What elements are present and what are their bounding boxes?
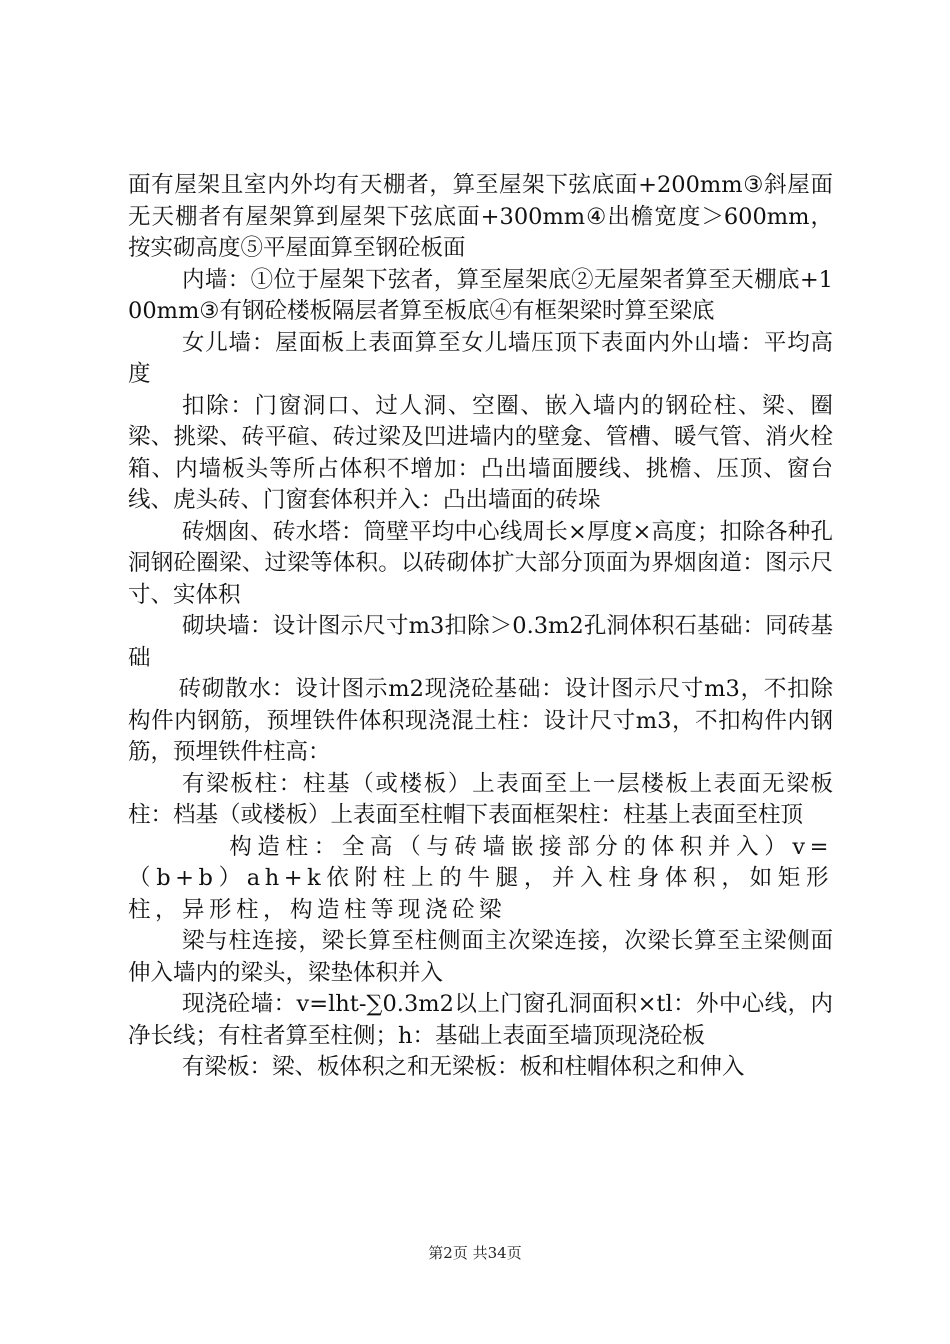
paragraph-beam: 梁与柱连接，梁长算至柱侧面主次梁连接，次梁长算至主梁侧面伸入墙内的梁头，梁垫体积并入 (128, 928, 833, 986)
paragraph-roof-height: 面有屋架且室内外均有天棚者，算至屋架下弦底面+200mm③斜屋面无天棚者有屋架算到屋架下弦底面+300mm④出檐宽度＞600mm，按实砌高度⑤平屋面算至钢砼板面 (128, 172, 833, 261)
paragraph-slab: 有梁板：梁、板体积之和无梁板：板和柱帽体积之和伸入 (182, 1054, 745, 1080)
paragraph-deductions: 扣除：门窗洞口、过人洞、空圈、嵌入墙内的钢砼柱、梁、圈梁、挑梁、砖平碹、砖过梁及凹进墙内的壁龛、管槽、暖气管、消火栓箱、内墙板头等所占体积不增加：凸出墙面腰线、挑檐、压顶、窗台线、虎头砖、门窗套体积并入：凸出墙面的砖垛 (128, 392, 833, 513)
paragraph-chimney: 砖烟囱、砖水塔：筒壁平均中心线周长×厚度×高度；扣除各种孔洞钢砼圈梁、过梁等体积。以砖砌体扩大部分顶面为界烟囱道：图示尺寸、实体积 (128, 518, 833, 608)
paragraph-structural-column: 构造柱：全高（与砖墙嵌接部分的体积并入）v=（b+b）ah+k依附柱上的牛腿，并入柱身体积，如矩形柱，异形柱，构造柱等现浇砼梁 (128, 833, 833, 923)
body-text (128, 170, 833, 1084)
paragraph-block-wall: 砌块墙：设计图示尺寸m3扣除＞0.3m2孔洞体积石基础：同砖基础 (128, 613, 833, 671)
page-number: 第2页 共34页 (428, 1244, 522, 1262)
paragraph-parapet: 女儿墙：屋面板上表面算至女儿墙压顶下表面内外山墙：平均高度 (128, 329, 833, 387)
paragraph-column-height: 有梁板柱：柱基（或楼板）上表面至上一层楼板上表面无梁板柱：档基（或楼板）上表面至柱帽下表面框架柱：柱基上表面至柱顶 (128, 770, 833, 828)
paragraph-cast-wall: 现浇砼墙：v=lht-∑0.3m2以上门窗孔洞面积×tl：外中心线，内净长线；有柱者算至柱侧；h：基础上表面至墙顶现浇砼板 (128, 991, 833, 1049)
paragraph-apron: 砖砌散水：设计图示m2现浇砼基础：设计图示尺寸m3，不扣除构件内钢筋，预埋铁件体积现浇混土柱：设计尺寸m3，不扣构件内钢筋，预埋铁件柱高： (128, 676, 833, 765)
paragraph-inner-wall: 内墙：①位于屋架下弦者，算至屋架底②无屋架者算至天棚底+100mm③有钢砼楼板隔层者算至板底④有框架梁时算至梁底 (128, 266, 833, 324)
